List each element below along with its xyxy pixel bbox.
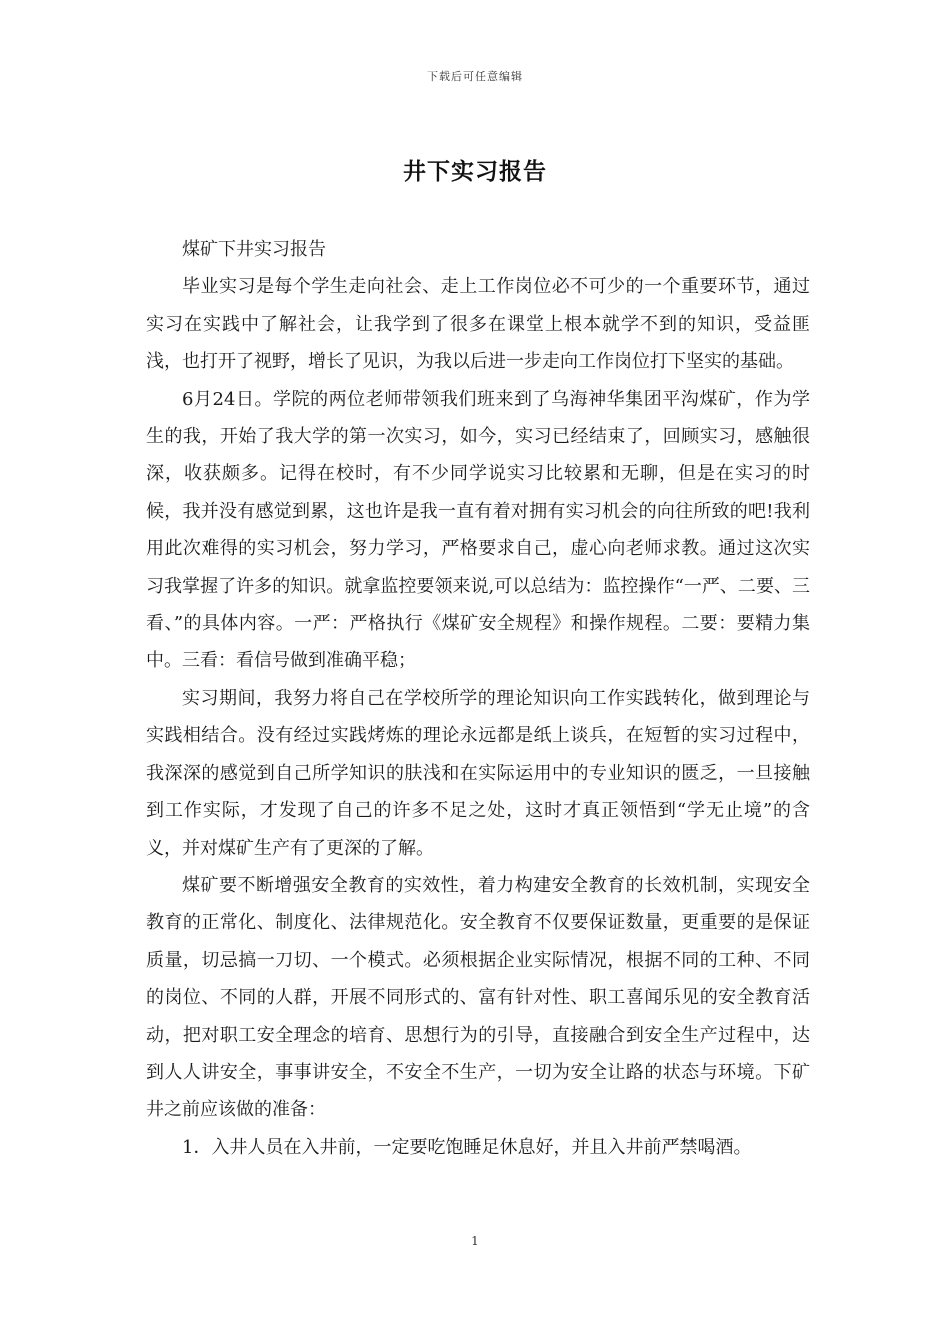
paragraph-subtitle: 煤矿下井实习报告 bbox=[182, 239, 326, 260]
paragraph: 毕业实习是每个学生走向社会、走上工作岗位必不可少的一个重要环节，通过实习在实践中了解社会，让我学到了很多在课堂上根本就学不到的知识，受益匪浅，也打开了视野，增长了见识，为我以后进一步走向工作岗位打下坚实的基础。 bbox=[146, 276, 810, 373]
page-number: 1 bbox=[471, 1234, 479, 1248]
paragraph: 煤矿要不断增强安全教育的实效性，着力构建安全教育的长效机制，实现安全教育的正常化、制度化、法律规范化。安全教育不仅要保证数量，更重要的是保证质量，切忌搞一刀切、一个模式。必须根据企业实际情况，根据不同的工种、不同的岗位、不同的人群，开展不同形式的、富有针对性、职工喜闻乐见的安全教育活动，把对职工安全理念的培育、思想行为的引导，直接融合到安全生产过程中，达到人人讲安全，事事讲安全，不安全不生产，一切为安全让路的状态与环境。下矿井之前应该做的准备： bbox=[146, 874, 810, 1121]
page-header-note: 下载后可任意编辑 bbox=[427, 70, 523, 83]
paragraph: 实习期间，我努力将自己在学校所学的理论知识向工作实践转化，做到理论与实践相结合。没有经过实践烤炼的理论永远都是纸上谈兵，在短暂的实习过程中，我深深的感觉到自己所学知识的肤浅和在实际运用中的专业知识的匮乏，一旦接触到工作实际，才发现了自己的许多不足之处，这时才真正领悟到“学无止境”的含义，并对煤矿生产有了更深的了解。 bbox=[146, 687, 810, 859]
document-body bbox=[146, 231, 810, 1166]
document-title: 井下实习报告 bbox=[403, 158, 547, 185]
paragraph: 6月24日。学院的两位老师带领我们班来到了乌海神华集团平沟煤矿，作为学生的我，开始了我大学的第一次实习，如今，实习已经结束了，回顾实习，感触很深，收获颇多。记得在校时，有不少同学说实习比较累和无聊，但是在实习的时候，我并没有感觉到累，这也许是我一直有着对拥有实习机会的向往所致的吧!我利用此次难得的实习机会，努力学习，严格要求自己，虚心向老师求教。通过这次实习我掌握了许多的知识。就拿监控要领来说,可以总结为：监控操作“一严、二要、三看、”的具体内容。一严：严格执行《煤矿安全规程》和操作规程。二要：要精力集中。三看：看信号做到准确平稳； bbox=[146, 388, 810, 672]
paragraph-list-item: 1．入井人员在入井前，一定要吃饱睡足休息好，并且入井前严禁喝酒。 bbox=[182, 1136, 752, 1158]
